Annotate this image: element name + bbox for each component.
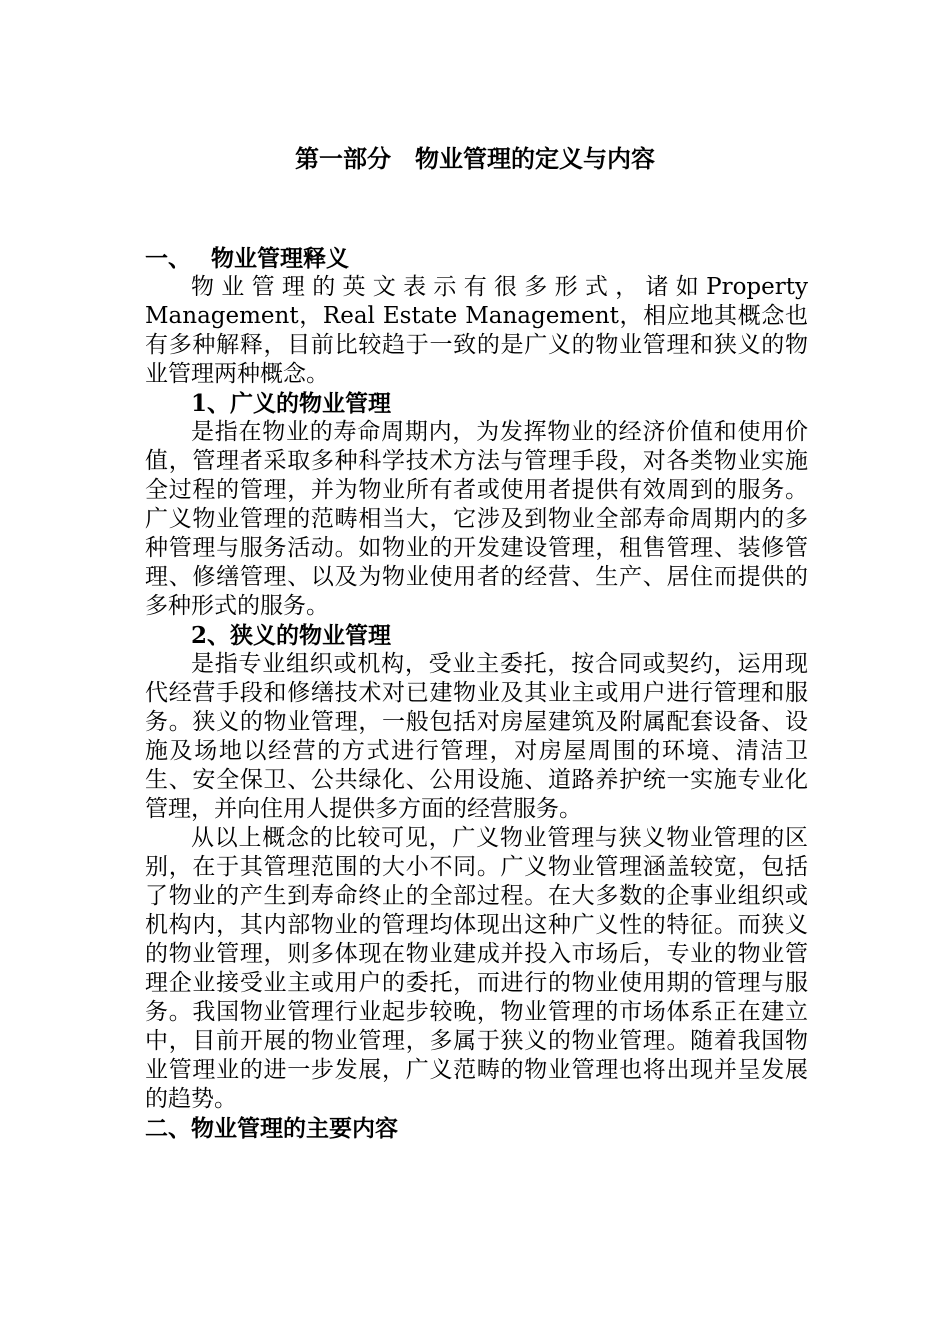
section-heading-1 — [145, 244, 808, 273]
section-number-1: 一、 — [145, 245, 191, 272]
section-heading-2: 二、物业管理的主要内容 — [145, 1115, 398, 1142]
page-title: 第一部分 物业管理的定义与内容 — [295, 144, 655, 173]
subsection-heading-narrow: 2、狭义的物业管理 — [191, 622, 392, 649]
document-body — [145, 244, 808, 1143]
section-title-1: 物业管理释义 — [211, 245, 349, 272]
subsection-heading-broad: 1、广义的物业管理 — [191, 390, 392, 417]
intro-paragraph: 物业管理的英文表示有很多形式，诸如Property Management，Real Estate Management，相应地其概念也有多种解释，目前比较趋于一致的是广义的物业管理和狭义的物业管理两种概念。 — [145, 274, 808, 387]
broad-definition-paragraph: 是指在物业的寿命周期内，为发挥物业的经济价值和使用价值，管理者采取多种科学技术方法与管理手段，对各类物业实施全过程的管理，并为物业所有者或使用者提供有效周到的服务。广义物业管理的范畴相当大，它涉及到物业全部寿命周期内的多种管理与服务活动。如物业的开发建设管理，租售管理、装修管理、修缮管理、以及为物业使用者的经营、生产、居住而提供的多种形式的服务。 — [145, 419, 808, 619]
narrow-definition-paragraph: 是指专业组织或机构，受业主委托，按合同或契约，运用现代经营手段和修缮技术对已建物业及其业主或用户进行管理和服务。狭义的物业管理，一般包括对房屋建筑及附属配套设备、设施及场地以经营的方式进行管理，对房屋周围的环境、清洁卫生、安全保卫、公共绿化、公用设施、道路养护统一实施专业化管理，并向住用人提供多方面的经营服务。 — [145, 651, 808, 822]
comparison-paragraph: 从以上概念的比较可见，广义物业管理与狭义物业管理的区别，在于其管理范围的大小不同。广义物业管理涵盖较宽，包括了物业的产生到寿命终止的全部过程。在大多数的企事业组织或机构内，其内部物业的管理均体现出这种广义性的特征。而狭义的物业管理，则多体现在物业建成并投入市场后，专业的物业管理企业接受业主或用户的委托，而进行的物业使用期的管理与服务。我国物业管理行业起步较晚，物业管理的市场体系正在建立中，目前开展的物业管理，多属于狭义的物业管理。随着我国物业管理业的进一步发展，广义范畴的物业管理也将出现并呈发展的趋势。 — [145, 825, 808, 1112]
